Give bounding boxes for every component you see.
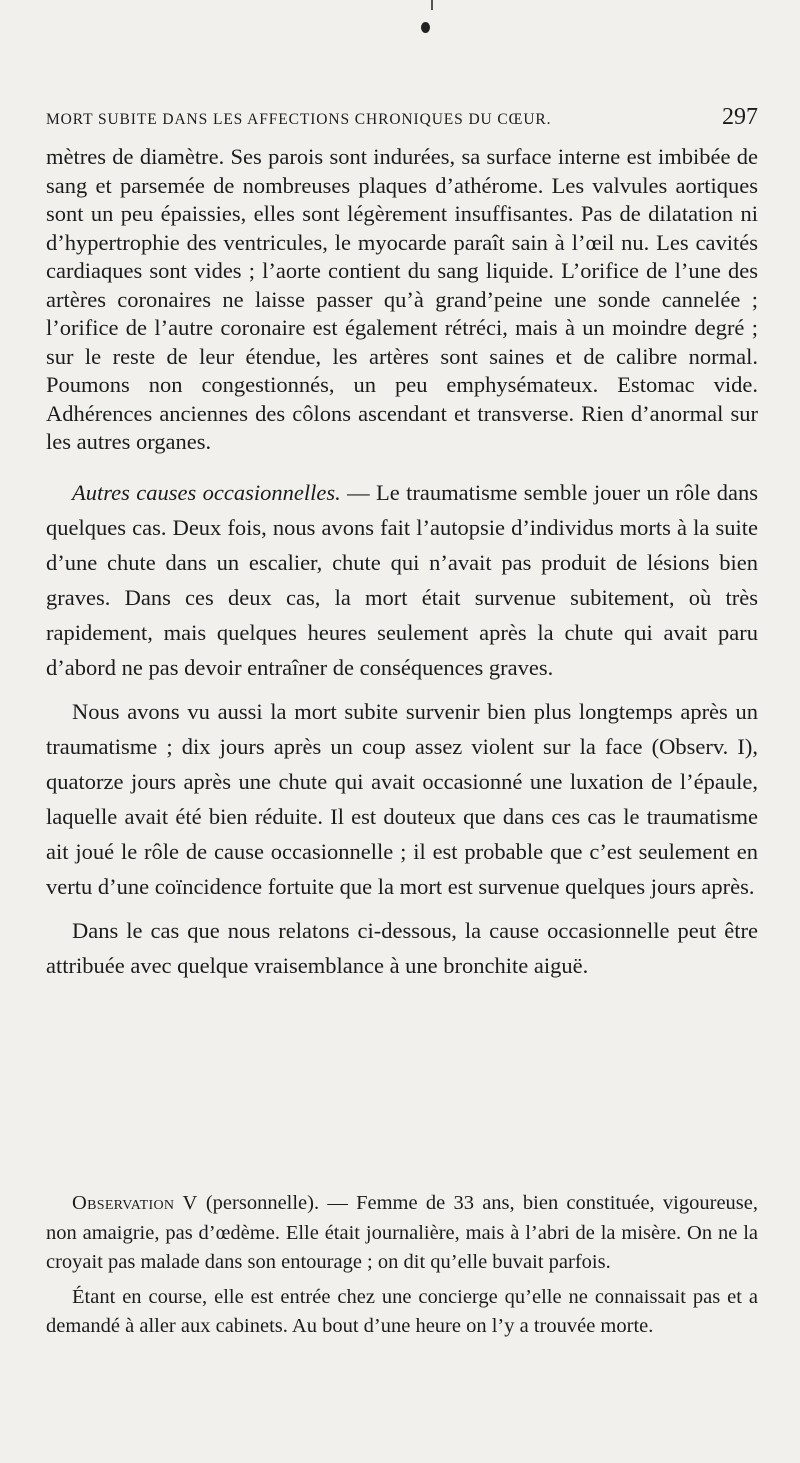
observation-intro (46, 1189, 758, 1278)
paragraph-autopsy: mètres de diamètre. Ses parois sont indurées, sa surface interne est imbibée de sang et parsemée de nombreuses plaques d’athérome. Les valvules aortiques sont un peu épaissies, elles sont légèrement insuffisantes. Pas de dilatation ni d’hypertrophie des ventricules, le myocarde paraît sain à l’œil nu. Les cavités cardiaques sont vides ; l’aorte contient du sang liquide. L’orifice de l’une des artères coronaires ne laisse passer qu’à grand’peine une sonde cannelée ; l’orifice de l’autre coronaire est également rétréci, mais à un moindre degré ; sur le reste de leur étendue, les artères sont saines et de calibre normal. Poumons non congestionnés, un peu emphysémateux. Estomac vide. Adhérences anciennes des côlons ascendant et transverse. Rien d’anormal sur les autres organes. (46, 144, 758, 454)
page-number: 297 (722, 104, 758, 130)
paragraph-trauma: Nous avons vu aussi la mort subite survenir bien plus longtemps après un traumatisme ; dix jours après un coup assez violent sur la face (Observ. I), quatorze jours après une chute qui avait occasionné une luxation de l’épaule, laquelle avait été bien réduite. Il est douteux que dans ces cas le traumatisme ait joué le rôle de cause occasionnelle ; il est probable que c’est seulement en vertu d’une coïncidence fortuite que la mort est survenue quelques jours après. (46, 698, 758, 899)
observation-title: Observation V (72, 1192, 198, 1214)
section-lead: Autres causes occasionnelles. (72, 479, 341, 505)
body-text (46, 143, 758, 983)
paragraph-bronchitis: Dans le cas que nous relatons ci-dessous, la cause occasionnelle peut être attribuée avec quelque vraisemblance à une bronchite aiguë. (46, 917, 758, 978)
paragraph-other-causes-text: — Le traumatisme semble jouer un rôle dans quelques cas. Deux fois, nous avons fait l’autopsie d’individus morts à la suite d’une chute dans un escalier, chute qui n’avait pas produit de lésions bien graves. Dans ces deux cas, la mort était survenue subitement, où très rapidement, mais quelques heures seulement après la chute qui avait paru d’abord ne pas devoir entraîner de conséquences graves. (46, 479, 758, 680)
observation-text: (personnelle). — Femme de 33 ans, bien constituée, vigoureuse, non amaigrie, pas d’œdème. Elle était journalière, mais à l’abri de la misère. On ne la croyait pas malade dans son entourage ; on dit qu’elle buvait parfois. (46, 1192, 758, 1273)
observation-continuation: Étant en course, elle est entrée chez une concierge qu’elle ne connaissait pas et a demandé à aller aux cabinets. Au bout d’une heure on l’y a trouvée morte. (46, 1285, 758, 1337)
page-mark (431, 0, 433, 10)
running-head: MORT SUBITE DANS LES AFFECTIONS CHRONIQUES DU CŒUR. (46, 111, 552, 128)
page-header (46, 104, 758, 131)
paragraph-other-causes (46, 475, 758, 685)
ink-dot (421, 22, 430, 33)
observation-block (46, 1189, 758, 1342)
